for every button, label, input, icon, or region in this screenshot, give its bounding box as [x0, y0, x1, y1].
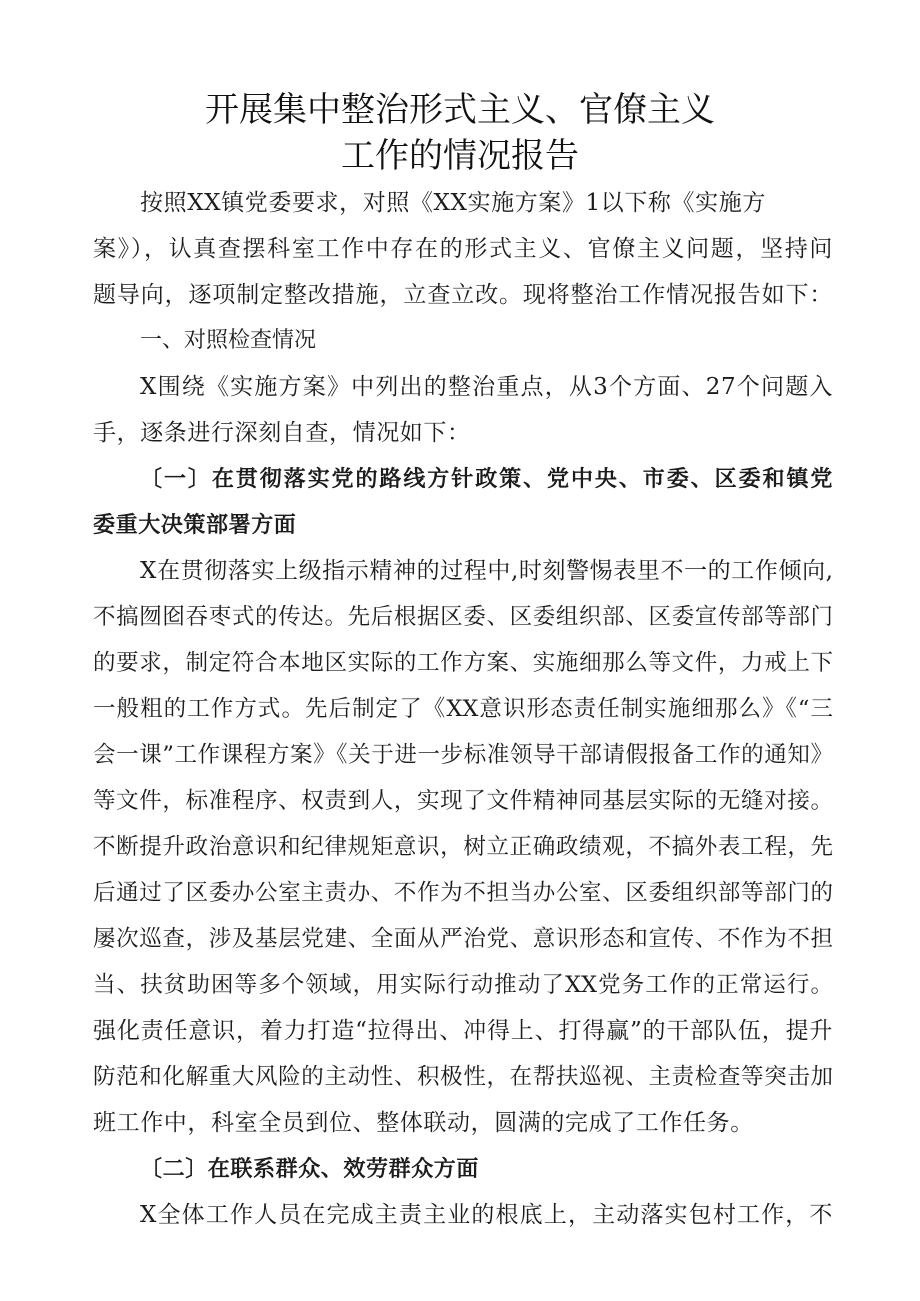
paragraph-line: 按照XX镇党委要求，对照《XX实施方案》1以下称《实施方: [140, 190, 766, 216]
paragraph-line: 班工作中，科室全员到位、整体联动，圆满的完成了工作任务。: [93, 1110, 754, 1136]
subsection-heading: 委重大决策部署方面: [93, 512, 297, 538]
paragraph-line: 会一课”工作课程方案》《关于进一步标准领导干部请假报备工作的通知》: [93, 742, 833, 768]
paragraph-line: 不搞囫囵吞枣式的传达。先后根据区委、区委组织部、区委宣传部等部门: [93, 604, 833, 630]
paragraph-line: 强化责任意识，着力打造“拉得出、冲得上、打得赢”的干部队伍，提升: [93, 1018, 833, 1044]
paragraph-line: 一般粗的工作方式。先后制定了《XX意识形态责任制实施细那么》《“三: [93, 696, 833, 722]
paragraph-line: 的要求，制定符合本地区实际的工作方案、实施细那么等文件，力戒上下: [93, 650, 833, 676]
paragraph-line: 屡次巡查，涉及基层党建、全面从严治党、意识形态和宣传、不作为不担: [93, 926, 833, 952]
paragraph-line: X围绕《实施方案》中列出的整治重点，从3个方面、27个问题入: [140, 374, 833, 400]
paragraph-line: 后通过了区委办公室主责办、不作为不担当办公室、区委组织部等部门的: [93, 880, 833, 906]
paragraph-line: 案》），认真查摆科室工作中存在的形式主义、官僚主义问题，坚持问: [93, 236, 833, 262]
paragraph-line: 等文件，标准程序、权责到人，实现了文件精神同基层实际的无缝对接。: [93, 788, 833, 814]
paragraph-line: 手，逐条进行深刻自查，情况如下：: [93, 420, 471, 446]
subsection-heading: 〔二〕在联系群众、效劳群众方面: [140, 1156, 480, 1182]
paragraph-line: 当、扶贫助困等多个领域，用实际行动推动了XX党务工作的正常运行。: [93, 972, 833, 998]
subsection-heading: 〔一〕在贯彻落实党的路线方针政策、党中央、市委、区委和镇党: [140, 466, 833, 492]
section-heading: 一、对照检查情况: [140, 328, 317, 353]
paragraph-line: 防范和化解重大风险的主动性、积极性，在帮扶巡视、主责检查等突击加: [93, 1064, 833, 1090]
paragraph-line: 不断提升政治意识和纪律规矩意识，树立正确政绩观，不搞外表工程，先: [93, 834, 833, 860]
document-title-line-2: 工作的情况报告: [341, 136, 579, 176]
paragraph-line: X在贯彻落实上级指示精神的过程中,时刻警惕表里不一的工作倾向,: [140, 558, 834, 584]
paragraph-line: X全体工作人员在完成主责主业的根底上，主动落实包村工作，不: [140, 1202, 833, 1228]
paragraph-line: 题导向，逐项制定整改措施，立查立改。现将整治工作情况报告如下：: [93, 282, 833, 308]
document-title-line-1: 开展集中整治形式主义、官僚主义: [205, 90, 715, 130]
